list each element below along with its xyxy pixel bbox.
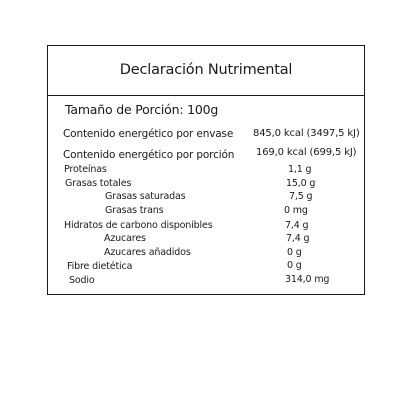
energy-value-porcion: 169,0 kcal (699,5 kJ) [256,147,357,158]
nutrient-label-sodio: Sodio [69,275,95,286]
nutrient-label-azucares: Azucares [104,233,146,244]
nutrient-value-hidratos: 7,4 g [285,220,309,231]
nutrient-value-proteinas: 1,1 g [288,164,312,175]
nutrient-value-grasas-totales: 15,0 g [286,178,316,189]
nutrient-value-grasas-saturadas: 7,5 g [289,191,313,202]
nutrient-label-grasas-totales: Grasas totales [65,178,132,189]
label-title: Declaración Nutrimental [119,62,293,78]
nutrient-value-azucares-anadidos: 0 g [287,247,302,258]
energy-label-envase: Contenido energético por envase [63,128,234,140]
nutrient-value-fibra: 0 g [287,260,302,271]
nutrient-label-grasas-trans: Grasas trans [105,205,164,216]
nutrient-label-azucares-anadidos: Azucares añadidos [104,247,191,258]
nutrient-value-sodio: 314,0 mg [285,274,330,285]
nutrient-label-fibra: Fibre dietética [67,261,133,272]
energy-value-envase: 845,0 kcal (3497,5 kJ) [253,128,360,139]
title-band [48,46,364,96]
nutrient-label-grasas-saturadas: Grasas saturadas [105,191,186,202]
energy-label-porcion: Contenido energético por porción [63,149,235,161]
serving-size: Tamaño de Porción: 100g [65,102,219,117]
nutrient-label-hidratos: Hidratos de carbono disponibles [64,220,213,231]
nutrient-label-proteinas: Proteínas [64,164,107,175]
nutrition-label [47,45,365,295]
nutrient-value-azucares: 7,4 g [286,233,310,244]
nutrient-value-grasas-trans: 0 mg [284,205,308,216]
